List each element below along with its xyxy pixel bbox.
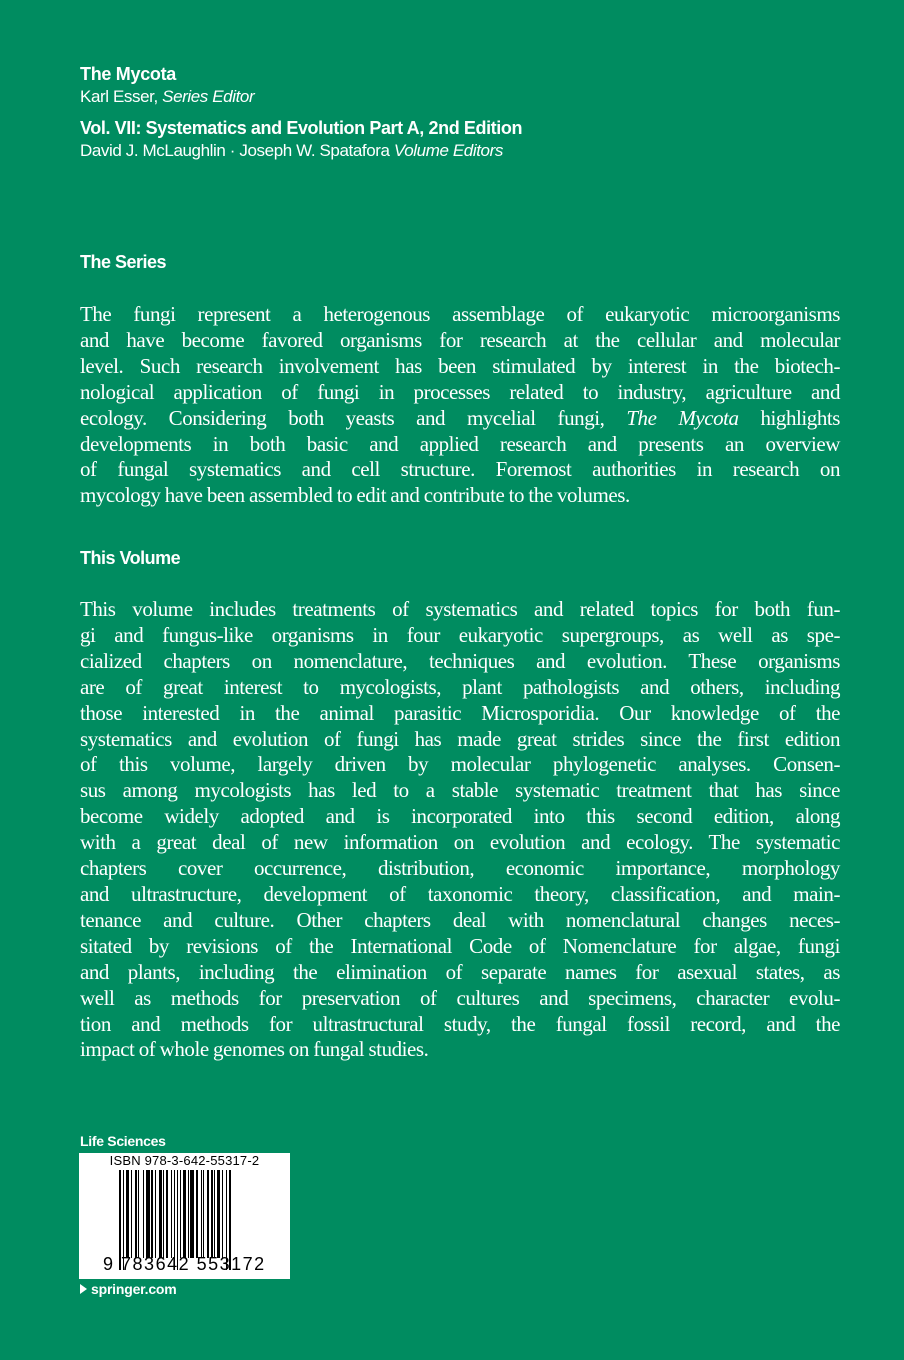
- text-line: and plants, including the elimination of separate names for asexual states, as: [80, 959, 840, 984]
- text-line: well as methods for preservation of cultures and specimens, character evolu-: [80, 985, 840, 1010]
- ean-digits: 9 783642 553172: [103, 1254, 266, 1274]
- text-line: developments in both basic and applied research and presents an overview: [80, 431, 840, 456]
- text-line: and ultrastructure, development of taxonomic theory, classification, and main-: [80, 881, 840, 906]
- series-editor: [80, 86, 522, 108]
- volume-editors: [80, 140, 522, 162]
- text-line: sitated by revisions of the International Code of Nomenclature for algae, fungi: [80, 933, 840, 958]
- series-editor-role: Series Editor: [162, 87, 255, 106]
- volume-editors-names: David J. McLaughlin · Joseph W. Spatafora: [80, 141, 394, 160]
- volume-paragraph: [80, 597, 840, 1063]
- text-line: with a great deal of new information on evolution and ecology. The systematic: [80, 830, 840, 855]
- cover-header: [80, 62, 522, 162]
- text-line: This volume includes treatments of systematics and related topics for both fun-: [80, 597, 840, 621]
- series-paragraph: [80, 302, 840, 509]
- series-editor-name: Karl Esser,: [80, 87, 163, 106]
- text-line: mycology have been assembled to edit and contribute to the volumes.: [80, 483, 630, 508]
- text-line: sus among mycologists has led to a stable systematic treatment that has since: [80, 778, 840, 803]
- text-line: The fungi represent a heterogenous assemblage of eukaryotic microorganisms: [80, 302, 840, 326]
- text-line: systematics and evolution of fungi has made great strides since the first edition: [80, 726, 840, 751]
- text-line: impact of whole genomes on fungal studies.: [80, 1037, 429, 1062]
- text-line: tion and methods for ultrastructural study, the fungal fossil record, and the: [80, 1011, 840, 1036]
- isbn-label: ISBN 978-3-642-55317-2: [109, 1153, 260, 1168]
- text-line: become widely adopted and is incorporated into this second edition, along: [80, 804, 840, 829]
- text-line: are of great interest to mycologists, plant pathologists and others, including: [80, 674, 840, 699]
- barcode-bars: [119, 1170, 231, 1258]
- website-label: springer.com: [91, 1281, 177, 1297]
- text-line: gi and fungus-like organisms in four eukaryotic supergroups, as well as spe-: [80, 622, 840, 647]
- volume-editors-role: Volume Editors: [393, 141, 503, 160]
- text-line: of fungal systematics and cell structure. Foremost authorities in research on: [80, 457, 840, 482]
- text-line: those interested in the animal parasitic Microsporidia. Our knowledge of the: [80, 700, 840, 725]
- arrow-right-icon: [80, 1284, 87, 1294]
- text-line: nological application of fungi in processes related to industry, agriculture and: [80, 379, 840, 404]
- text-line: chapters cover occurrence, distribution, economic importance, morphology: [80, 856, 840, 881]
- series-heading: The Series: [80, 252, 167, 272]
- isbn-barcode: [79, 1153, 290, 1279]
- volume-title: Vol. VII: Systematics and Evolution Part A, 2nd Edition: [80, 118, 523, 138]
- text-line: and have become favored organisms for research at the cellular and molecular: [80, 327, 840, 352]
- text-line: ecology. Considering both yeasts and mycelial fungi, The Mycota highlights: [80, 405, 840, 430]
- text-line: of this volume, largely driven by molecular phylogenetic analyses. Consen-: [80, 752, 840, 777]
- springer-website-link[interactable]: [80, 1281, 177, 1297]
- book-title-emphasis: The Mycota: [626, 405, 739, 430]
- text-line: cialized chapters on nomenclature, techniques and evolution. These organisms: [80, 648, 840, 673]
- volume-heading: This Volume: [80, 548, 181, 568]
- subject-category: Life Sciences: [80, 1133, 166, 1149]
- text-line: tenance and culture. Other chapters deal with nomenclatural changes neces-: [80, 907, 840, 932]
- text-line: level. Such research involvement has been stimulated by interest in the biotech-: [80, 353, 840, 378]
- series-title: The Mycota: [80, 64, 177, 84]
